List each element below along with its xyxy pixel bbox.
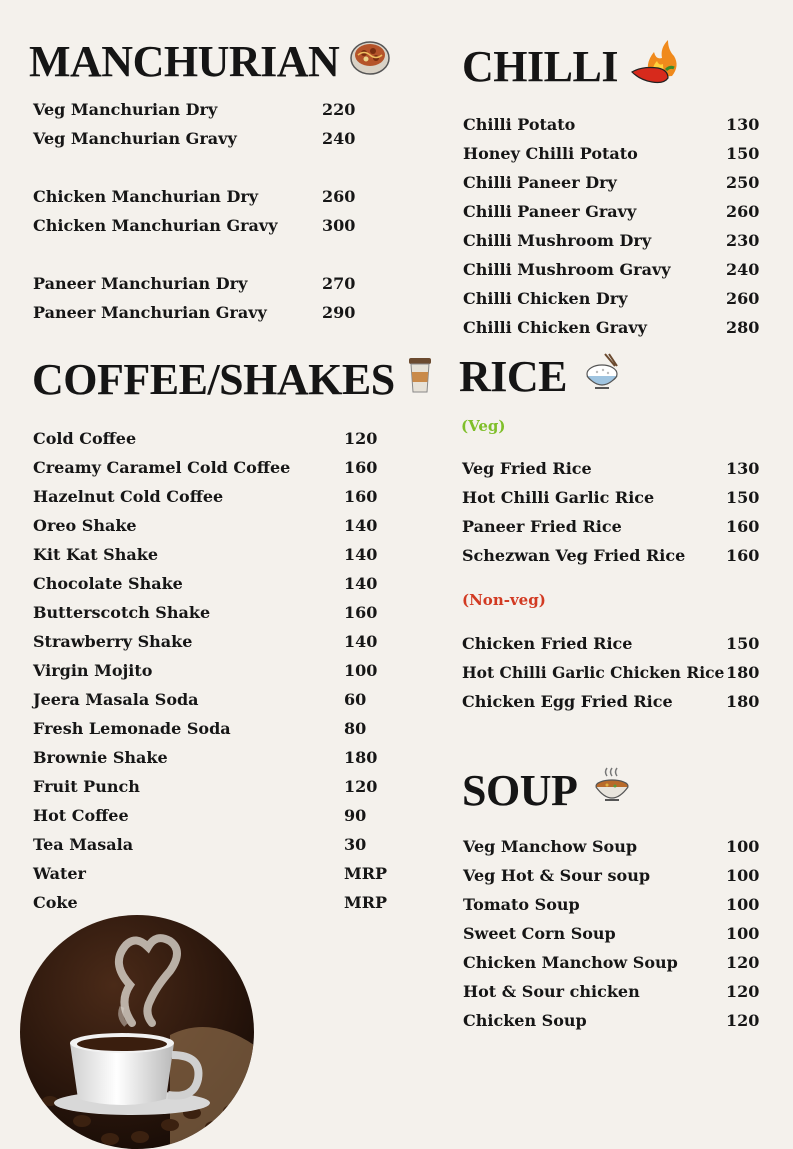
- item-name: Hot Chilli Garlic Rice: [462, 488, 655, 507]
- item-price: MRP: [344, 864, 388, 883]
- menu-item: [463, 832, 763, 861]
- item-name: Tomato Soup: [463, 895, 580, 914]
- menu-item: [33, 424, 403, 453]
- item-name: Chicken Egg Fried Rice: [462, 692, 673, 711]
- item-name: Paneer Fried Rice: [462, 517, 622, 536]
- menu-item: [33, 540, 403, 569]
- takeaway-coffee-cup-icon: [405, 356, 435, 404]
- item-price: 100: [726, 924, 760, 943]
- item-name: Oreo Shake: [33, 516, 137, 535]
- item-price: 160: [344, 603, 378, 622]
- menu-item: [463, 977, 763, 1006]
- item-price: 120: [344, 429, 378, 448]
- item-name: Chicken Fried Rice: [462, 634, 633, 653]
- item-name: Coke: [33, 893, 78, 912]
- item-price: 130: [726, 115, 760, 134]
- item-name: Chocolate Shake: [33, 574, 183, 593]
- item-name: Fresh Lemonade Soda: [33, 719, 231, 738]
- item-price: 180: [726, 692, 760, 711]
- item-price: 250: [726, 173, 760, 192]
- menu-item: [33, 627, 403, 656]
- coffee-shakes-title-text: COFFEE/SHAKES: [32, 355, 395, 404]
- item-name: Veg Manchow Soup: [463, 837, 638, 856]
- item-price: 140: [344, 545, 378, 564]
- item-price: 240: [322, 129, 356, 148]
- item-price: 150: [726, 144, 760, 163]
- item-price: 140: [344, 632, 378, 651]
- menu-item: [463, 197, 763, 226]
- item-price: 180: [726, 663, 760, 682]
- item-name: Hot & Sour chicken: [463, 982, 640, 1001]
- coffee-shakes-list: [33, 424, 403, 917]
- menu-item: [463, 255, 763, 284]
- item-price: 100: [344, 661, 378, 680]
- menu-item: [33, 569, 403, 598]
- item-name: Hazelnut Cold Coffee: [33, 487, 224, 506]
- item-price: 270: [322, 274, 356, 293]
- menu-item: [462, 687, 762, 716]
- item-name: Veg Hot & Sour soup: [463, 866, 651, 885]
- menu-item: [462, 658, 762, 687]
- item-name: Hot Chilli Garlic Chicken Rice: [462, 663, 725, 682]
- item-name: Honey Chilli Potato: [463, 144, 638, 163]
- item-price: 260: [322, 187, 356, 206]
- menu-item: [33, 714, 403, 743]
- item-price: 140: [344, 516, 378, 535]
- item-name: Schezwan Veg Fried Rice: [462, 546, 686, 565]
- item-price: 160: [344, 487, 378, 506]
- item-price: 100: [726, 895, 760, 914]
- item-name: Kit Kat Shake: [33, 545, 158, 564]
- soup-bowl-icon: [593, 766, 631, 816]
- menu-item: [33, 182, 363, 211]
- item-price: 120: [344, 777, 378, 796]
- item-price: 120: [726, 982, 760, 1001]
- menu-item: [33, 685, 403, 714]
- menu-item: [462, 541, 762, 570]
- menu-item: [33, 269, 363, 298]
- rice-bowl-icon: [583, 352, 621, 402]
- item-name: Chilli Mushroom Dry: [463, 231, 652, 250]
- item-price: 80: [344, 719, 367, 738]
- section-title-rice: [459, 352, 621, 402]
- item-name: Creamy Caramel Cold Coffee: [33, 458, 291, 477]
- manchurian-list: [33, 95, 363, 327]
- item-price: 290: [322, 303, 356, 322]
- item-name: Butterscotch Shake: [33, 603, 211, 622]
- item-name: Strawberry Shake: [33, 632, 193, 651]
- menu-item: [463, 861, 763, 890]
- menu-item: [463, 168, 763, 197]
- item-price: MRP: [344, 893, 388, 912]
- flaming-chilli-icon: [628, 38, 680, 96]
- item-price: 160: [344, 458, 378, 477]
- menu-item: [463, 1006, 763, 1035]
- menu-item: [462, 512, 762, 541]
- chilli-list: [463, 110, 763, 342]
- item-name: Jeera Masala Soda: [33, 690, 199, 709]
- menu-item: [463, 890, 763, 919]
- menu-item: [462, 629, 762, 658]
- menu-item: [463, 110, 763, 139]
- menu-item: [33, 801, 403, 830]
- item-name: Hot Coffee: [33, 806, 129, 825]
- item-price: 230: [726, 231, 760, 250]
- menu-item: [463, 948, 763, 977]
- soup-title-text: SOUP: [462, 766, 578, 815]
- item-name: Chilli Chicken Gravy: [463, 318, 647, 337]
- menu-item: [33, 482, 403, 511]
- menu-item: [33, 830, 403, 859]
- item-name: Tea Masala: [33, 835, 134, 854]
- menu-item: [33, 656, 403, 685]
- menu-item: [463, 313, 763, 342]
- item-price: 100: [726, 837, 760, 856]
- menu-item: [462, 483, 762, 512]
- menu-item: [33, 888, 403, 917]
- menu-item: [33, 298, 363, 327]
- noodle-bowl-icon: [349, 38, 391, 86]
- menu-item: [463, 226, 763, 255]
- item-price: 60: [344, 690, 367, 709]
- item-price: 280: [726, 318, 760, 337]
- item-name: Veg Manchurian Dry: [33, 100, 218, 119]
- item-name: Fruit Punch: [33, 777, 140, 796]
- menu-item: [33, 211, 363, 240]
- item-price: 150: [726, 634, 760, 653]
- section-title-soup: [462, 766, 631, 816]
- item-price: 300: [322, 216, 356, 235]
- menu-item: [33, 124, 363, 153]
- item-price: 120: [726, 1011, 760, 1030]
- item-name: Veg Manchurian Gravy: [33, 129, 237, 148]
- item-price: 150: [726, 488, 760, 507]
- menu-item: [33, 743, 403, 772]
- menu-item: [463, 139, 763, 168]
- menu-item: [33, 598, 403, 627]
- item-price: 160: [726, 517, 760, 536]
- chilli-title-text: CHILLI: [462, 42, 618, 91]
- item-name: Chilli Mushroom Gravy: [463, 260, 671, 279]
- item-name: Chilli Paneer Gravy: [463, 202, 637, 221]
- item-price: 260: [726, 289, 760, 308]
- coffee-cup-photo: [20, 915, 254, 1149]
- manchurian-title-text: MANCHURIAN: [29, 37, 340, 86]
- rice-nonveg-list: [462, 629, 762, 716]
- item-price: 240: [726, 260, 760, 279]
- menu-item: [462, 454, 762, 483]
- item-name: Cold Coffee: [33, 429, 137, 448]
- item-name: Veg Fried Rice: [462, 459, 592, 478]
- nonveg-label: (Non-veg): [462, 591, 546, 609]
- soup-list: [463, 832, 763, 1035]
- menu-item: [33, 453, 403, 482]
- item-name: Chicken Soup: [463, 1011, 587, 1030]
- menu-item: [463, 284, 763, 313]
- item-price: 180: [344, 748, 378, 767]
- item-price: 30: [344, 835, 367, 854]
- item-name: Virgin Mojito: [33, 661, 153, 680]
- veg-label: (Veg): [461, 417, 506, 435]
- item-name: Chicken Manchurian Gravy: [33, 216, 278, 235]
- menu-item: [33, 95, 363, 124]
- section-title-manchurian: [29, 38, 391, 86]
- item-name: Paneer Manchurian Dry: [33, 274, 248, 293]
- item-name: Brownie Shake: [33, 748, 168, 767]
- section-title-coffee-shakes: [32, 356, 435, 404]
- section-title-chilli: [462, 38, 680, 96]
- rice-veg-list: [462, 454, 762, 570]
- menu-item: [33, 859, 403, 888]
- rice-title-text: RICE: [459, 352, 568, 401]
- item-name: Water: [33, 864, 86, 883]
- menu-item: [33, 772, 403, 801]
- item-price: 100: [726, 866, 760, 885]
- item-price: 160: [726, 546, 760, 565]
- item-name: Chilli Chicken Dry: [463, 289, 628, 308]
- item-price: 140: [344, 574, 378, 593]
- item-name: Chicken Manchurian Dry: [33, 187, 259, 206]
- item-price: 120: [726, 953, 760, 972]
- menu-item: [463, 919, 763, 948]
- item-price: 260: [726, 202, 760, 221]
- item-name: Sweet Corn Soup: [463, 924, 616, 943]
- item-name: Chicken Manchow Soup: [463, 953, 678, 972]
- item-price: 220: [322, 100, 356, 119]
- item-price: 130: [726, 459, 760, 478]
- menu-item: [33, 511, 403, 540]
- item-name: Paneer Manchurian Gravy: [33, 303, 267, 322]
- item-name: Chilli Potato: [463, 115, 576, 134]
- item-name: Chilli Paneer Dry: [463, 173, 617, 192]
- item-price: 90: [344, 806, 367, 825]
